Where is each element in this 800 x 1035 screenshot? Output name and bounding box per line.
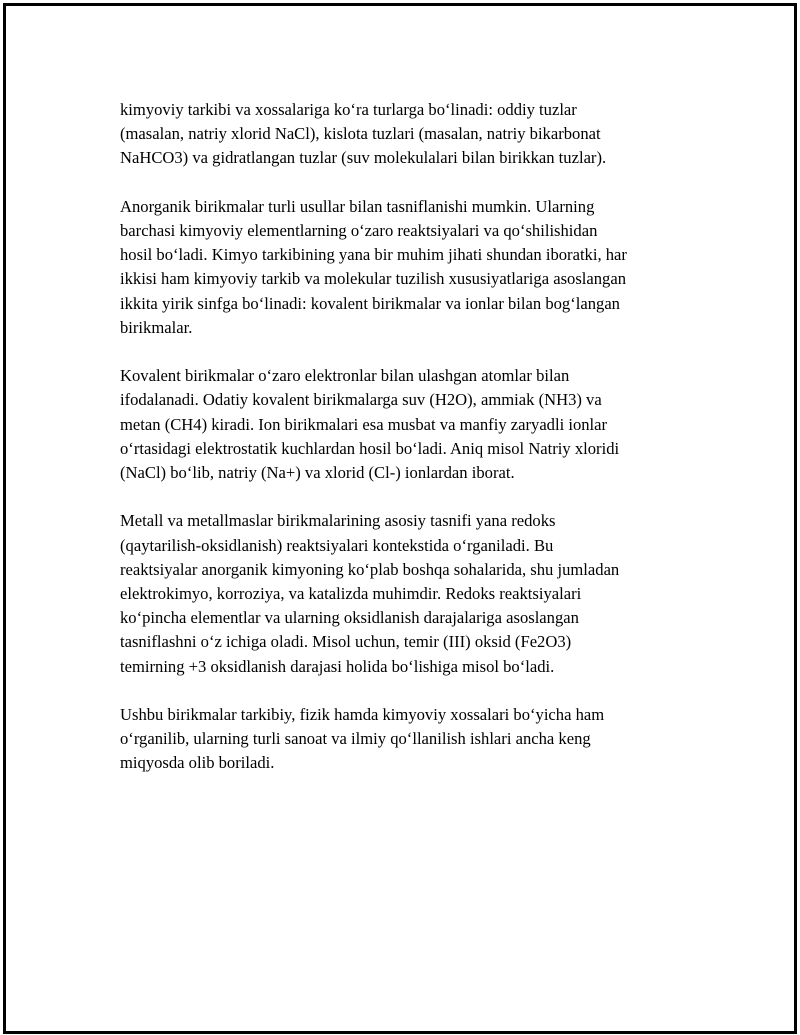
text-line: tasniflashni oʻz ichiga oladi. Misol uchun, temir (III) oksid (Fe2O3) <box>120 632 572 652</box>
paragraph-1 <box>120 98 700 171</box>
text-line: Anorganik birikmalar turli usullar bilan tasniflanishi mumkin. Ularning <box>120 196 595 216</box>
text-line: oʻrganilib, ularning turli sanoat va ilmiy qoʻllanilish ishlari ancha keng <box>120 729 591 749</box>
text-line: Ushbu birikmalar tarkibiy, fizik hamda kimyoviy xossalari boʻyicha ham <box>120 705 605 725</box>
text-line: temirning +3 oksidlanish darajasi holida boʻlishiga misol boʻladi. <box>120 656 555 676</box>
text-line: Kovalent birikmalar oʻzaro elektronlar bilan ulashgan atomlar bilan <box>120 366 570 386</box>
text-line: koʻpincha elementlar va ularning oksidlanish darajalariga asoslangan <box>120 608 579 628</box>
text-line: Metall va metallmaslar birikmalarining asosiy tasnifi yana redoks <box>120 511 556 531</box>
text-line: barchasi kimyoviy elementlarning oʻzaro reaktsiyalari va qoʻshilishidan <box>120 221 598 240</box>
text-line: ifodalanadi. Odatiy kovalent birikmalarga suv (H2O), ammiak (NH3) va <box>120 390 602 410</box>
paragraph-2 <box>120 195 700 340</box>
text-line: (masalan, natriy xlorid NaCl), kislota tuzlari (masalan, natriy bikarbonat <box>120 124 601 144</box>
text-line: oʻrtasidagi elektrostatik kuchlardan hosil boʻladi. Aniq misol Natriy xloridi <box>120 438 620 458</box>
paragraph-3 <box>120 364 700 485</box>
text-line: miqyosda olib boriladi. <box>120 753 275 773</box>
text-line: NaHCO3) va gidratlangan tuzlar (suv molekulalari bilan birikkan tuzlar). <box>120 148 607 168</box>
text-line: ikkisi ham kimyoviy tarkib va molekular tuzilish xususiyatlariga asoslangan <box>120 269 627 289</box>
text-line: metan (CH4) kiradi. Ion birikmalari esa musbat va manfiy zaryadli ionlar <box>120 414 608 434</box>
text-line: reaktsiyalar anorganik kimyoning koʻplab boshqa sohalarida, shu jumladan <box>120 559 620 579</box>
text-line: ikkita yirik sinfga boʻlinadi: kovalent birikmalar va ionlar bilan bogʻlangan <box>120 293 620 313</box>
text-line: (qaytarilish-oksidlanish) reaktsiyalari kontekstida oʻrganiladi. Bu <box>120 535 554 555</box>
page-frame <box>3 3 797 1034</box>
document-body <box>120 98 700 800</box>
text-line: hosil boʻladi. Kimyo tarkibining yana bir muhim jihati shundan iboratki, har <box>120 245 627 265</box>
paragraph-4 <box>120 509 700 678</box>
text-line: birikmalar. <box>120 317 193 337</box>
text-line: kimyoviy tarkibi va xossalariga koʻra turlarga boʻlinadi: oddiy tuzlar <box>120 100 577 119</box>
text-line: elektrokimyo, korroziya, va katalizda muhimdir. Redoks reaktsiyalari <box>120 584 582 604</box>
paragraph-5 <box>120 703 700 776</box>
text-line: (NaCl) boʻlib, natriy (Na+) va xlorid (Cl-) ionlardan iborat. <box>120 463 515 483</box>
